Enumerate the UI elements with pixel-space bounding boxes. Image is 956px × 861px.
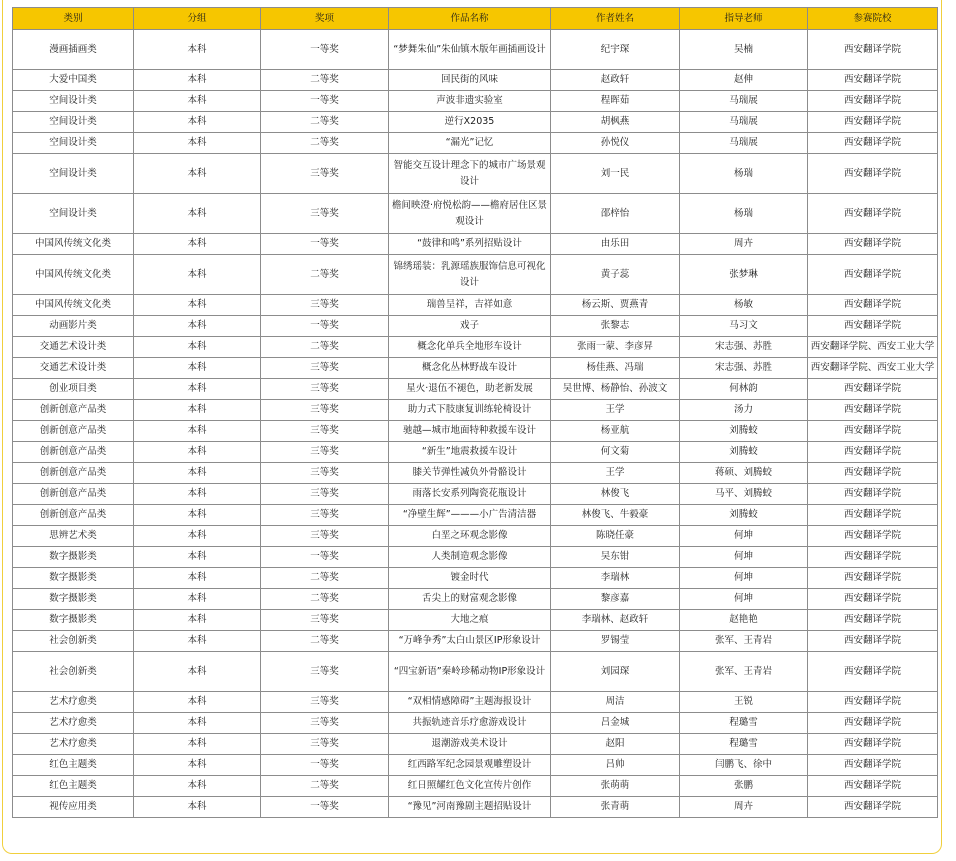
group-cell: 本科: [134, 30, 261, 70]
advisor-cell: 汤力: [680, 400, 808, 421]
group-cell: 本科: [134, 505, 261, 526]
work-title-cell: 智能交互设计理念下的城市广场景观设计: [389, 154, 551, 194]
advisor-cell: 马瑞展: [680, 112, 808, 133]
advisor-cell: 何林韵: [680, 379, 808, 400]
advisor-cell: 张军、王青岩: [680, 652, 808, 692]
work-title-cell: 舌尖上的财富观念影像: [389, 589, 551, 610]
school-cell: 西安翻译学院: [808, 713, 938, 734]
author-cell: 吴东钳: [551, 547, 680, 568]
advisor-cell: 蒋硕、刘腾蛟: [680, 463, 808, 484]
table-row: [13, 154, 938, 194]
author-cell: 林俊飞: [551, 484, 680, 505]
award-cell: 三等奖: [261, 652, 389, 692]
advisor-cell: 何坤: [680, 547, 808, 568]
author-cell: 孙悦仪: [551, 133, 680, 154]
advisor-cell: 赵艳艳: [680, 610, 808, 631]
table-row: [13, 442, 938, 463]
group-cell: 本科: [134, 379, 261, 400]
group-cell: 本科: [134, 713, 261, 734]
award-cell: 三等奖: [261, 713, 389, 734]
group-cell: 本科: [134, 776, 261, 797]
author-cell: 林俊飞、牛毅豪: [551, 505, 680, 526]
award-cell: 三等奖: [261, 484, 389, 505]
school-cell: 西安翻译学院: [808, 234, 938, 255]
advisor-cell: 何坤: [680, 589, 808, 610]
award-cell: 一等奖: [261, 30, 389, 70]
advisor-cell: 周卉: [680, 234, 808, 255]
author-cell: 陈晓任豪: [551, 526, 680, 547]
award-cell: 三等奖: [261, 194, 389, 234]
table-row: [13, 194, 938, 234]
group-cell: 本科: [134, 526, 261, 547]
table-row: [13, 234, 938, 255]
category-cell: 创业项目类: [13, 379, 134, 400]
author-cell: 何文菊: [551, 442, 680, 463]
table-body: [13, 30, 938, 818]
school-cell: 西安翻译学院: [808, 421, 938, 442]
work-title-cell: “新生”地震救援车设计: [389, 442, 551, 463]
author-cell: 刘一民: [551, 154, 680, 194]
award-cell: 三等奖: [261, 442, 389, 463]
advisor-cell: 张鹏: [680, 776, 808, 797]
table-row: [13, 568, 938, 589]
table-row: [13, 133, 938, 154]
category-cell: 空间设计类: [13, 112, 134, 133]
group-cell: 本科: [134, 316, 261, 337]
work-title-cell: 回民街的风味: [389, 70, 551, 91]
award-cell: 三等奖: [261, 154, 389, 194]
work-title-cell: 概念化单兵全地形车设计: [389, 337, 551, 358]
category-cell: 创新创意产品类: [13, 484, 134, 505]
group-cell: 本科: [134, 568, 261, 589]
award-cell: 三等奖: [261, 505, 389, 526]
school-cell: 西安翻译学院: [808, 505, 938, 526]
group-cell: 本科: [134, 133, 261, 154]
advisor-cell: 刘腾蛟: [680, 442, 808, 463]
school-cell: 西安翻译学院: [808, 610, 938, 631]
category-cell: 社会创新类: [13, 631, 134, 652]
school-cell: 西安翻译学院: [808, 734, 938, 755]
group-cell: 本科: [134, 734, 261, 755]
work-title-cell: 膝关节弹性减负外骨骼设计: [389, 463, 551, 484]
category-cell: 动画影片类: [13, 316, 134, 337]
author-cell: 李瑞林: [551, 568, 680, 589]
school-cell: 西安翻译学院: [808, 133, 938, 154]
author-cell: 赵阳: [551, 734, 680, 755]
category-cell: 创新创意产品类: [13, 400, 134, 421]
advisor-cell: 马习文: [680, 316, 808, 337]
group-cell: 本科: [134, 755, 261, 776]
author-cell: 周洁: [551, 692, 680, 713]
award-cell: 一等奖: [261, 91, 389, 112]
author-cell: 杨佳燕、冯瑞: [551, 358, 680, 379]
table-row: [13, 70, 938, 91]
table-row: [13, 255, 938, 295]
table-row: [13, 316, 938, 337]
category-cell: 艺术疗愈类: [13, 713, 134, 734]
award-cell: 三等奖: [261, 379, 389, 400]
table-row: [13, 112, 938, 133]
author-cell: 胡枫燕: [551, 112, 680, 133]
award-cell: 二等奖: [261, 70, 389, 91]
work-title-cell: 退潮游戏美术设计: [389, 734, 551, 755]
advisor-cell: 马平、刘腾蛟: [680, 484, 808, 505]
work-title-cell: 概念化丛林野战车设计: [389, 358, 551, 379]
work-title-cell: 雨落长安系列陶瓷花瓶设计: [389, 484, 551, 505]
award-cell: 一等奖: [261, 797, 389, 818]
work-title-cell: “净壁生辉”———小广告清洁器: [389, 505, 551, 526]
category-cell: 空间设计类: [13, 133, 134, 154]
author-cell: 刘园琛: [551, 652, 680, 692]
table-row: [13, 631, 938, 652]
work-title-cell: 助力式下肢康复训练轮椅设计: [389, 400, 551, 421]
author-cell: 吴世博、杨静怡、孙波文: [551, 379, 680, 400]
school-cell: 西安翻译学院: [808, 316, 938, 337]
category-cell: 漫画插画类: [13, 30, 134, 70]
work-title-cell: “万峰争秀”太白山景区IP形象设计: [389, 631, 551, 652]
author-cell: 赵政轩: [551, 70, 680, 91]
award-cell: 二等奖: [261, 255, 389, 295]
school-cell: 西安翻译学院: [808, 568, 938, 589]
school-cell: 西安翻译学院: [808, 463, 938, 484]
table-row: [13, 91, 938, 112]
group-cell: 本科: [134, 358, 261, 379]
group-cell: 本科: [134, 610, 261, 631]
advisor-cell: 周卉: [680, 797, 808, 818]
work-title-cell: 锦绣瑶装：乳源瑶族服饰信息可视化设计: [389, 255, 551, 295]
school-cell: 西安翻译学院: [808, 526, 938, 547]
group-cell: 本科: [134, 797, 261, 818]
award-cell: 二等奖: [261, 112, 389, 133]
work-title-cell: 共振轨迹音乐疗愈游戏设计: [389, 713, 551, 734]
work-title-cell: “双相情感障碍”主题海报设计: [389, 692, 551, 713]
school-cell: 西安翻译学院: [808, 400, 938, 421]
table-row: [13, 505, 938, 526]
group-cell: 本科: [134, 692, 261, 713]
header-category: 类别: [13, 8, 134, 30]
school-cell: 西安翻译学院: [808, 379, 938, 400]
table-row: [13, 421, 938, 442]
author-cell: 纪宇琛: [551, 30, 680, 70]
award-cell: 三等奖: [261, 295, 389, 316]
advisor-cell: 张梦琳: [680, 255, 808, 295]
school-cell: 西安翻译学院: [808, 589, 938, 610]
school-cell: 西安翻译学院: [808, 295, 938, 316]
table-row: [13, 755, 938, 776]
author-cell: 由乐田: [551, 234, 680, 255]
award-cell: 一等奖: [261, 547, 389, 568]
award-cell: 三等奖: [261, 421, 389, 442]
group-cell: 本科: [134, 442, 261, 463]
school-cell: 西安翻译学院: [808, 112, 938, 133]
school-cell: 西安翻译学院: [808, 154, 938, 194]
work-title-cell: 白垩之环观念影像: [389, 526, 551, 547]
group-cell: 本科: [134, 234, 261, 255]
group-cell: 本科: [134, 295, 261, 316]
category-cell: 数字摄影类: [13, 610, 134, 631]
table-row: [13, 30, 938, 70]
award-cell: 二等奖: [261, 337, 389, 358]
award-cell: 三等奖: [261, 358, 389, 379]
author-cell: 张萌萌: [551, 776, 680, 797]
school-cell: 西安翻译学院: [808, 652, 938, 692]
category-cell: 红色主题类: [13, 755, 134, 776]
advisor-cell: 何坤: [680, 568, 808, 589]
author-cell: 李瑞林、赵政轩: [551, 610, 680, 631]
table-row: [13, 610, 938, 631]
group-cell: 本科: [134, 112, 261, 133]
table-row: [13, 776, 938, 797]
group-cell: 本科: [134, 421, 261, 442]
category-cell: 中国风传统文化类: [13, 234, 134, 255]
award-cell: 三等奖: [261, 400, 389, 421]
table-row: [13, 400, 938, 421]
author-cell: 杨云斯、贾燕青: [551, 295, 680, 316]
advisor-cell: 程璐雪: [680, 734, 808, 755]
header-award: 奖项: [261, 8, 389, 30]
award-cell: 一等奖: [261, 234, 389, 255]
table-row: [13, 797, 938, 818]
header-group: 分组: [134, 8, 261, 30]
school-cell: 西安翻译学院: [808, 30, 938, 70]
category-cell: 数字摄影类: [13, 568, 134, 589]
school-cell: 西安翻译学院: [808, 484, 938, 505]
author-cell: 张黎志: [551, 316, 680, 337]
work-title-cell: 红西路军纪念园景观雕塑设计: [389, 755, 551, 776]
advisor-cell: 宋志强、苏胜: [680, 337, 808, 358]
table-header-row: [13, 8, 938, 30]
header-school: 参赛院校: [808, 8, 938, 30]
award-cell: 三等奖: [261, 463, 389, 484]
school-cell: 西安翻译学院: [808, 631, 938, 652]
table-row: [13, 692, 938, 713]
advisor-cell: 刘腾蛟: [680, 505, 808, 526]
group-cell: 本科: [134, 337, 261, 358]
author-cell: 吕金城: [551, 713, 680, 734]
author-cell: 杨亚航: [551, 421, 680, 442]
table-row: [13, 713, 938, 734]
category-cell: 社会创新类: [13, 652, 134, 692]
author-cell: 张青萌: [551, 797, 680, 818]
category-cell: 交通艺术设计类: [13, 337, 134, 358]
category-cell: 创新创意产品类: [13, 442, 134, 463]
category-cell: 创新创意产品类: [13, 505, 134, 526]
work-title-cell: 瑞兽呈祥，吉祥如意: [389, 295, 551, 316]
advisor-cell: 杨瑞: [680, 194, 808, 234]
advisor-cell: 闫鹏飞、徐中: [680, 755, 808, 776]
advisor-cell: 杨敏: [680, 295, 808, 316]
group-cell: 本科: [134, 255, 261, 295]
award-cell: 一等奖: [261, 755, 389, 776]
award-cell: 三等奖: [261, 610, 389, 631]
school-cell: 西安翻译学院: [808, 547, 938, 568]
school-cell: 西安翻译学院: [808, 70, 938, 91]
school-cell: 西安翻译学院: [808, 91, 938, 112]
table-row: [13, 652, 938, 692]
category-cell: 创新创意产品类: [13, 463, 134, 484]
advisor-cell: 杨瑞: [680, 154, 808, 194]
advisor-cell: 赵伸: [680, 70, 808, 91]
school-cell: 西安翻译学院: [808, 194, 938, 234]
category-cell: 空间设计类: [13, 91, 134, 112]
advisor-cell: 张军、王青岩: [680, 631, 808, 652]
header-author: 作者姓名: [551, 8, 680, 30]
award-table: [12, 7, 938, 818]
category-cell: 交通艺术设计类: [13, 358, 134, 379]
advisor-cell: 马瑞展: [680, 133, 808, 154]
author-cell: 王学: [551, 400, 680, 421]
table-row: [13, 295, 938, 316]
group-cell: 本科: [134, 70, 261, 91]
work-title-cell: 大地之痕: [389, 610, 551, 631]
award-cell: 二等奖: [261, 133, 389, 154]
author-cell: 黎彦嘉: [551, 589, 680, 610]
author-cell: 程晖茹: [551, 91, 680, 112]
school-cell: 西安翻译学院: [808, 755, 938, 776]
category-cell: 大爱中国类: [13, 70, 134, 91]
category-cell: 艺术疗愈类: [13, 734, 134, 755]
work-title-cell: 声波非遗实验室: [389, 91, 551, 112]
header-work-title: 作品名称: [389, 8, 551, 30]
school-cell: 西安翻译学院: [808, 442, 938, 463]
author-cell: 罗锡莹: [551, 631, 680, 652]
category-cell: 数字摄影类: [13, 589, 134, 610]
work-title-cell: 镀金时代: [389, 568, 551, 589]
category-cell: 思辨艺术类: [13, 526, 134, 547]
work-title-cell: “鼓律和鸣”系列招贴设计: [389, 234, 551, 255]
author-cell: 邵梓怡: [551, 194, 680, 234]
table-row: [13, 547, 938, 568]
award-cell: 三等奖: [261, 734, 389, 755]
school-cell: 西安翻译学院: [808, 692, 938, 713]
category-cell: 视传应用类: [13, 797, 134, 818]
group-cell: 本科: [134, 484, 261, 505]
group-cell: 本科: [134, 194, 261, 234]
table-row: [13, 734, 938, 755]
advisor-cell: 王锐: [680, 692, 808, 713]
author-cell: 张雨一蒙、李彦昇: [551, 337, 680, 358]
award-cell: 三等奖: [261, 526, 389, 547]
work-title-cell: “豫见”河南豫剧主题招贴设计: [389, 797, 551, 818]
table-row: [13, 379, 938, 400]
group-cell: 本科: [134, 463, 261, 484]
author-cell: 黄子蕊: [551, 255, 680, 295]
award-cell: 二等奖: [261, 776, 389, 797]
work-title-cell: “梦舞朱仙”朱仙镇木版年画插画设计: [389, 30, 551, 70]
table-row: [13, 484, 938, 505]
group-cell: 本科: [134, 631, 261, 652]
category-cell: 空间设计类: [13, 194, 134, 234]
work-title-cell: 人类制造观念影像: [389, 547, 551, 568]
group-cell: 本科: [134, 400, 261, 421]
advisor-cell: 何坤: [680, 526, 808, 547]
category-cell: 数字摄影类: [13, 547, 134, 568]
work-title-cell: 红日照耀红色文化宣传片创作: [389, 776, 551, 797]
school-cell: 西安翻译学院: [808, 255, 938, 295]
award-cell: 二等奖: [261, 568, 389, 589]
author-cell: 吕帅: [551, 755, 680, 776]
school-cell: 西安翻译学院、西安工业大学: [808, 337, 938, 358]
advisor-cell: 宋志强、苏胜: [680, 358, 808, 379]
category-cell: 红色主题类: [13, 776, 134, 797]
advisor-cell: 程璐雪: [680, 713, 808, 734]
category-cell: 中国风传统文化类: [13, 255, 134, 295]
header-advisor: 指导老师: [680, 8, 808, 30]
advisor-cell: 吴楠: [680, 30, 808, 70]
author-cell: 王学: [551, 463, 680, 484]
work-title-cell: 驰越—城市地面特种救援车设计: [389, 421, 551, 442]
work-title-cell: 戏子: [389, 316, 551, 337]
award-cell: 二等奖: [261, 589, 389, 610]
work-title-cell: 檐间映澄·府悦松韵——檐府居住区景观设计: [389, 194, 551, 234]
school-cell: 西安翻译学院: [808, 776, 938, 797]
category-cell: 中国风传统文化类: [13, 295, 134, 316]
table-row: [13, 589, 938, 610]
group-cell: 本科: [134, 154, 261, 194]
school-cell: 西安翻译学院: [808, 797, 938, 818]
table-row: [13, 358, 938, 379]
advisor-cell: 刘腾蛟: [680, 421, 808, 442]
school-cell: 西安翻译学院、西安工业大学: [808, 358, 938, 379]
award-cell: 二等奖: [261, 631, 389, 652]
group-cell: 本科: [134, 652, 261, 692]
table-row: [13, 463, 938, 484]
work-title-cell: 星火·退伍不褪色，助老新发展: [389, 379, 551, 400]
group-cell: 本科: [134, 91, 261, 112]
category-cell: 创新创意产品类: [13, 421, 134, 442]
award-cell: 三等奖: [261, 692, 389, 713]
work-title-cell: “四宝新语”秦岭珍稀动物IP形象设计: [389, 652, 551, 692]
advisor-cell: 马瑞展: [680, 91, 808, 112]
table-row: [13, 526, 938, 547]
award-cell: 一等奖: [261, 316, 389, 337]
category-cell: 艺术疗愈类: [13, 692, 134, 713]
work-title-cell: 逆行X2035: [389, 112, 551, 133]
category-cell: 空间设计类: [13, 154, 134, 194]
work-title-cell: “漏光”记忆: [389, 133, 551, 154]
table-row: [13, 337, 938, 358]
group-cell: 本科: [134, 589, 261, 610]
group-cell: 本科: [134, 547, 261, 568]
